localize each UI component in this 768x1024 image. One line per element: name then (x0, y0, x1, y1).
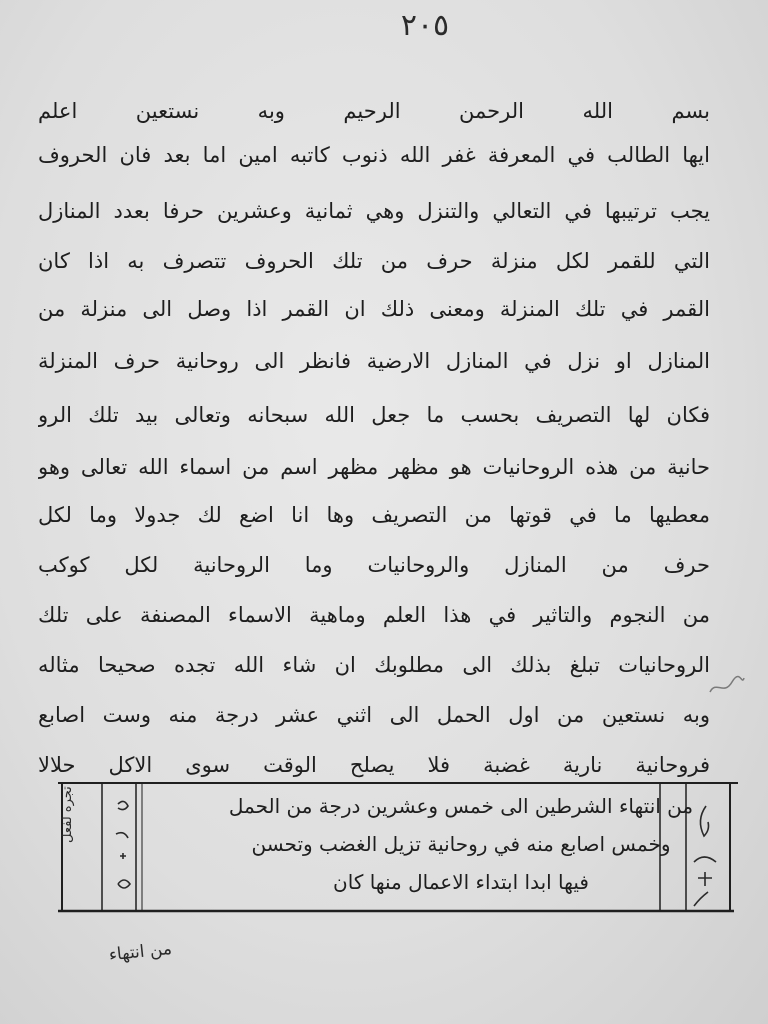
text-line-8: حانية من هذه الروحانيات هو مظهر مظهر اسم من اسماء الله تعالى وهو (38, 455, 710, 479)
box-line-3: فيها ابدا ابتداء الاعمال منها كان (333, 870, 589, 894)
text-line-9: معطيها ما في قوتها من التصريف وها انا اضع لك جدولا وما لكل (38, 503, 710, 527)
framed-note-box (58, 781, 738, 913)
margin-scribble (706, 672, 746, 702)
left-margin-note: تجره لفعل (60, 786, 75, 843)
text-line-7: فكان لها التصريف بحسب ما جعل الله سبحانه وتعالى بيد تلك الرو (38, 403, 710, 427)
text-line-13: وبه نستعين من اول الحمل الى اثني عشر درجة منه وست اصابع (38, 703, 710, 727)
box-line-1: من انتهاء الشرطين الى خمس وعشرين درجة من الحمل (228, 794, 694, 818)
text-line-6: المنازل او نزل في المنازل الارضية فانظر الى روحانية حرف المنزلة (38, 349, 710, 373)
text-line-5: القمر في تلك المنزلة ومعنى ذلك ان القمر اذا وصل الى منزلة من (38, 297, 710, 321)
text-line-12: الروحانيات تبلغ بذلك الى مطلوبك ان شاء الله تجده صحيحا مثاله (38, 653, 710, 677)
text-line-1: بسم الله الرحمن الرحيم وبه نستعين اعلم (38, 99, 710, 123)
text-line-3: يجب ترتيبها في التعالي والتنزل وهي ثمانية وعشرين حرفا بعدد المنازل (38, 199, 710, 223)
box-text (208, 787, 714, 901)
footnote-text: من انتهاء (107, 938, 173, 966)
text-line-10: حرف من المنازل والروحانيات وما الروحانية لكل كوكب (38, 553, 710, 577)
text-line-2: ايها الطالب في المعرفة غفر الله ذنوب كاتبه امين اما بعد فان الحروف (38, 143, 710, 167)
text-line-14: فروحانية نارية غضبة فلا يصلح الوقت سوى الاكل حلالا (38, 753, 710, 777)
page-number: ٢٠٥ (400, 8, 450, 43)
box-line-2: وخمس اصابع منه في روحانية تزيل الغضب وتحسن (251, 832, 671, 856)
right-margin-marks (684, 800, 728, 910)
text-line-4: التي للقمر لكل منزلة حرف من تلك الحروف تتصرف به اذا كان (38, 249, 710, 273)
text-line-11: من النجوم والتاثير في هذا العلم وماهية الاسماء المصنفة على تلك (38, 603, 710, 627)
left-margin-marks (110, 790, 136, 906)
